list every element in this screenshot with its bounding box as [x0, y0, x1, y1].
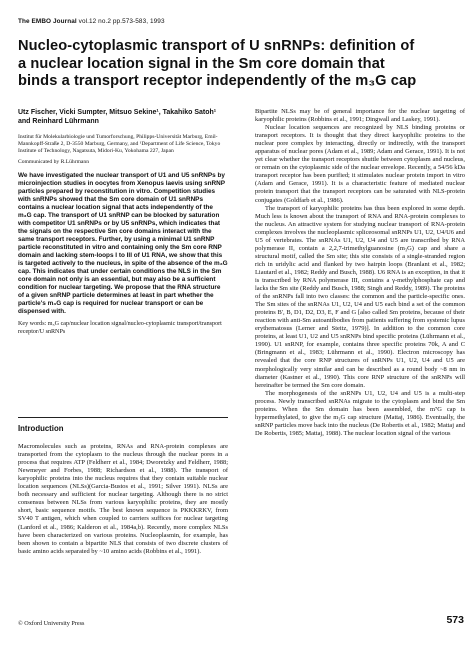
communicated-by: Communicated by R.Lührmann [18, 158, 89, 165]
article-title [18, 38, 458, 91]
right-paragraph: The transport of karyophilic proteins has thus been explored in some depth. Much less is known about the transport of RNA and RNA-protein complexes to the nucleus. An attractive system for studying nuclear transport of RNA-protein complexes involves the nucleoplasmic spliceosomal snRNPs U1, U2, U4/U6 and U5 of vertebrates. The snRNAs U1, U2, U4 and U5 are transcribed by RNA polymerase II, contain a 2,2,7-trimethylguanosine (m₃G) cap and share a structural motif, called the Sm site; this site consists of a single-stranded region rich in uridylic acid and flanked by two hairpin loops (Branlant et al., 1982; Liautard et al., 1982; Reddy and Busch, 1988). U6 RNA is an exception, in that it is transcribed by RNA polymerase III, contains a γ-methylphosphate cap and lacks the Sm site (Reddy and Busch, 1988; Singh and Reddy, 1989). The proteins of the snRNPs fall into two classes: the common and the particle-specific ones. The Sm sites of the snRNAs U1, U2, U4 and U5 each bind a set of the common proteins B', B, D1, D2, D3, E, F and G [also called Sm proteins, because of their reaction with anti-Sm autoantibodies from patients suffering from systemic lupus erythematosus (Lerner and Steitz, 1979)]. In addition to the common core proteins, at least U1, U2 and U5 snRNPs bind specific proteins (Lührmann et al., 1990). U1 snRNP, for example, contains three specific proteins 70k, A and C (Bringmann et al., 1983; Lührmann et al., 1990). Electron microscopy has revealed that the core RNP structures of snRNPs U1, U2, U4 and U5 are morphologically very similar and can be described as a round body ~8 nm in diameter (Kastner et al., 1990). This core RNP structure of the snRNPs will hereinafter be termed the Sm core domain. [255, 204, 465, 389]
right-paragraph: Bipartite NLSs may be of general importance for the nuclear targeting of karyophilic proteins (Robbins et al., 1991; Dingwall and Laskey, 1991). [255, 108, 465, 124]
abstract: We have investigated the nuclear transport of U1 and U5 snRNPs by microinjection studies in oocytes from Xenopus laevis using snRNP particles prepared by reconstitution in vitro. Competition studies with snRNPs showed that the Sm core domain of U1 snRNPs contains a nuclear location signal that acts independently of the m₃G cap. The transport of U1 snRNP can be blocked by saturation with competitor U1 snRNPs or by U5 snRNPs, which indicates that the signals on the respective Sm core domains interact with the same transport receptors. Further, by using a minimal U1 snRNP particle reconstituted in vitro and containing only the Sm core RNP domain and lacking stem-loops I to III of U1 RNA, we show that this is targeted actively to the nucleus, in spite of the absence of the m₃G cap. This indicates that under certain conditions the NLS in the Sm core domain not only is an essential, but may also be a sufficient condition for nuclear targeting. We propose that the RNA structure of a given snRNP particle determines at least in part whether the particle's m₃G cap is required for nuclear transport or can be dispensed with. [18, 171, 228, 316]
keywords: Key words: m₃G cap/nuclear location signal/nucleo-cytoplasmic transport/transport receptor/U snRNPs [18, 321, 222, 336]
abstract-divider [18, 417, 228, 418]
right-paragraph: The morphogenesis of the snRNPs U1, U2, U4 and U5 is a multi-step process. Newly transcribed snRNAs migrate to the cytoplasm and bind the Sm proteins. When the Sm domain has been assembled, the m⁷G cap is hypermethylated, to give the m₃G cap structure (Mattaj, 1986). Eventually, the snRNP particles move back into the nucleus (De Robertis et al., 1982; Mattaj and De Robertis, 1985; Mattaj, 1988). The nuclear location signal of the various [255, 389, 465, 437]
publisher-footer: © Oxford University Press [18, 620, 85, 627]
introduction-body: Macromolecules such as proteins, RNAs and RNA-protein complexes are transported from the cytoplasm to the nucleus through the nuclear pores in a process that requires ATP (Feldherr et al., 1984; Dworetzky and Feldherr, 1988; Newmeyer and Forbes, 1988; Richardson et al., 1988). The transport of karyophilic proteins into the nucleus requires that they contain suitable nuclear location sequences (NLSs)(Garcia-Bustos et al., 1991; Silver 1991). NLSs are both necessary and sufficient for nuclear targeting. Although there is no strict consensus between NLSs from various karyophilic proteins, they are mostly short, basic sequence motifs. The best known sequence is PKKKRKV, from SV40 T antigen, which when coupled to carriers suffices for nuclear targeting (Lanford et al., 1986; Kalderon et al., 1984a,b). Recently, more complex NLSs have been characterized on various proteins. Nucleoplasmin, for example, has been shown to contain a bipartite NLS that consists of two discrete clusters of basic amino acids separated by ~10 amino acids (Robbins et al., 1991). [18, 443, 228, 555]
journal-name: The EMBO Journal [18, 18, 77, 25]
right-paragraph: Nuclear location sequences are recognized by NLS binding proteins or transport receptors. It is thought that they direct karyophilic proteins to the nuclear pore complex by interacting, directly or indirectly, with the transport apparatus of nuclear pores (Adam et al., 1989; Adam and Gerace, 1991). It is not yet clear whether the transport receptors shuttle between cytoplasm and nucleus, or remain on the cytoplasmic side of the nuclear envelope. Recently, a 54/56 kDa transport receptor has been purified; it stimulates nuclear protein import in vitro (Adam and Gerace, 1991). It is a characteristic feature of mediated nuclear protein transport that the transport receptors can be saturated with NLS-protein conjugates (Goldfarb et al., 1986). [255, 124, 465, 204]
journal-header [18, 18, 165, 25]
journal-details: vol.12 no.2 pp.573-583, 1993 [76, 18, 165, 25]
introduction-section [18, 425, 228, 556]
affiliation: Institut für Molekularbiologie und Tumorforschung, Philipps-Universität Marburg, Emil-Mannkopff-Straße 2, D-3550 Marburg, Germany, and ¹Department of Life Science, Tokyo Institute of Technology, Nagatsuta, Midori-Ku, Yokohama 227, Japan [18, 133, 221, 154]
right-column [255, 108, 465, 438]
left-column [18, 109, 228, 337]
title-line-2: a nuclear location signal in the Sm core domain that [18, 55, 385, 72]
page-number: 573 [446, 614, 464, 626]
authors: Utz Fischer, Vicki Sumpter, Mitsuo Sekine¹, Takahiko Satoh¹ and Reinhard Lührmann [18, 109, 217, 125]
introduction-heading: Introduction [18, 424, 64, 433]
title-line-3: binds a transport receptor independently of the m₃G cap [18, 73, 417, 89]
title-line-1: Nucleo-cytoplasmic transport of U snRNPs: definition of [18, 38, 415, 54]
